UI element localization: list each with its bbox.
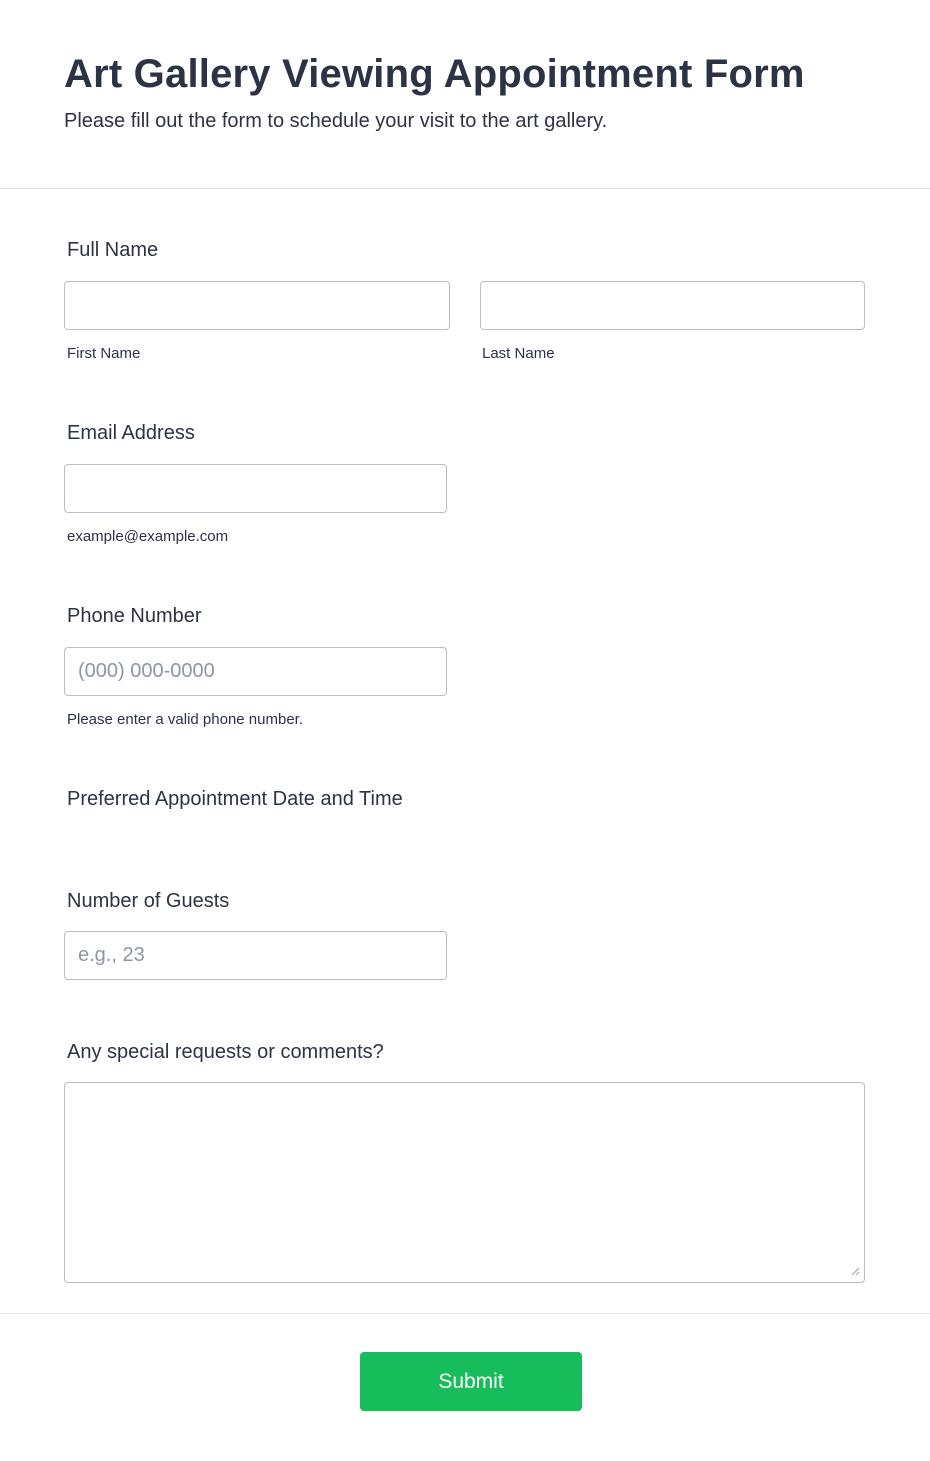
- form-header: [0, 0, 930, 189]
- comments-label: Any special requests or comments?: [67, 1041, 384, 1063]
- last-name-input[interactable]: [480, 281, 865, 330]
- submit-button[interactable]: Submit: [360, 1352, 582, 1411]
- first-name-sublabel: First Name: [67, 345, 141, 362]
- last-name-sublabel: Last Name: [482, 345, 555, 362]
- email-label: Email Address: [67, 422, 195, 444]
- email-field[interactable]: [64, 464, 447, 513]
- resize-handle-icon[interactable]: [848, 1264, 860, 1276]
- appointment-label: Preferred Appointment Date and Time: [67, 788, 403, 810]
- first-name-input[interactable]: [64, 281, 450, 330]
- guests-input[interactable]: [64, 931, 447, 980]
- full-name-label: Full Name: [67, 239, 159, 261]
- footer-divider: [0, 1313, 930, 1314]
- comments-textarea[interactable]: [64, 1082, 865, 1283]
- email-sublabel: example@example.com: [67, 528, 229, 545]
- phone-input[interactable]: [64, 647, 447, 696]
- phone-label: Phone Number: [67, 605, 202, 627]
- page-title: Art Gallery Viewing Appointment Form: [64, 52, 805, 96]
- guests-label: Number of Guests: [67, 890, 230, 912]
- page-subtitle: Please fill out the form to schedule your visit to the art gallery.: [64, 110, 608, 132]
- phone-sublabel: Please enter a valid phone number.: [67, 711, 303, 728]
